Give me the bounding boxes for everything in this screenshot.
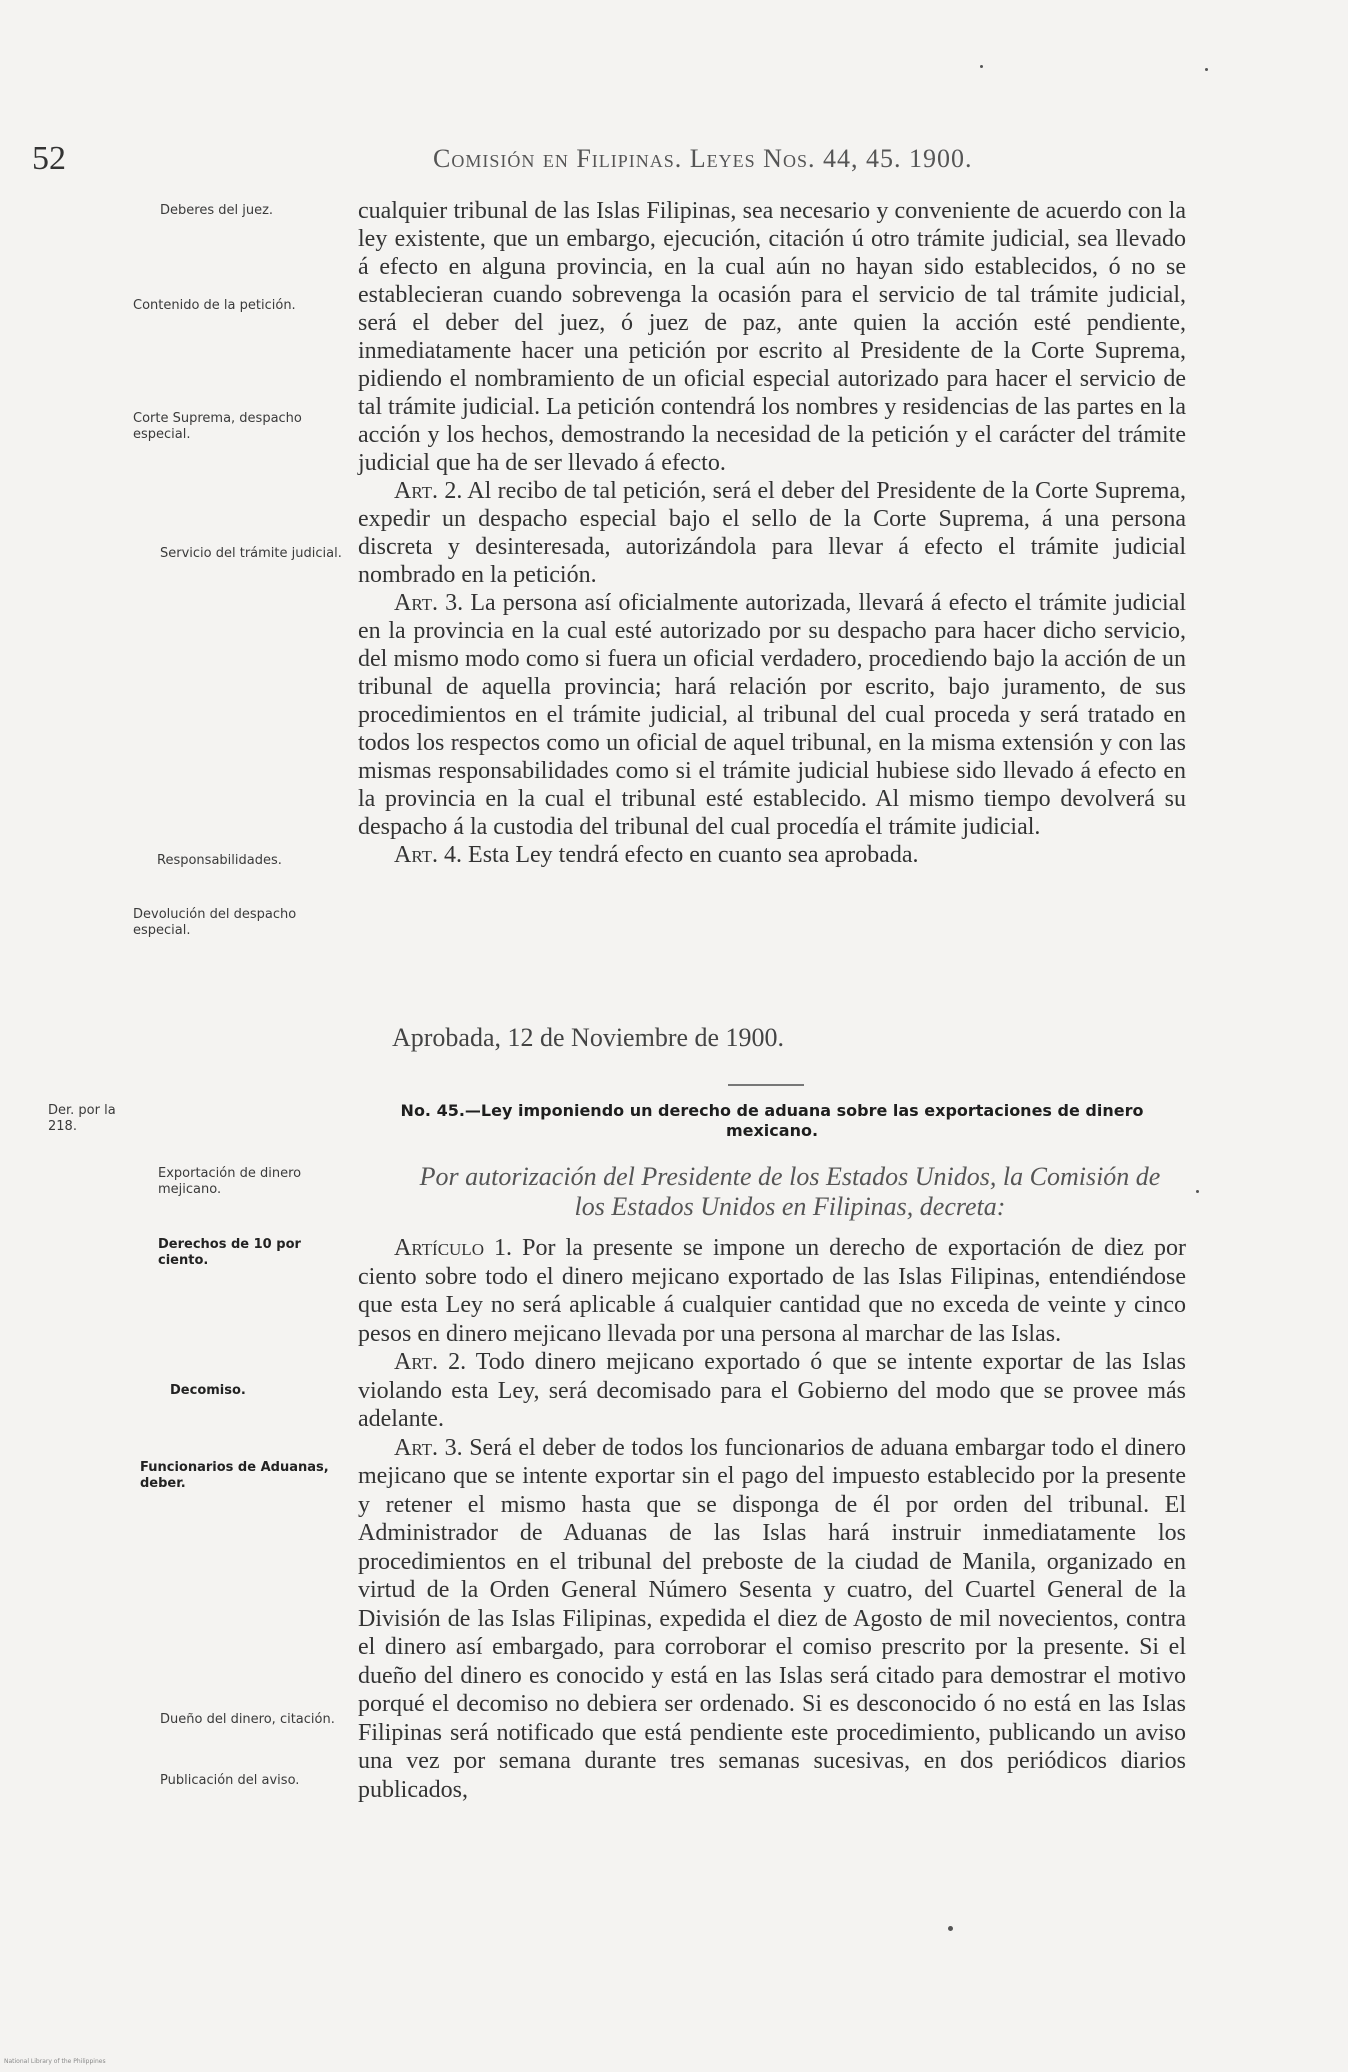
margin-note-dueno: Dueño del dinero, citación. <box>160 1712 335 1727</box>
law44-paragraph-1: cualquier tribunal de las Islas Filipinas, sea necesario y conveniente de acuerdo con la ley existente, que un embargo, ejecución, citación ú otro trámite judicial, sea llevado á efecto en alguna provincia, en la cual aún no hayan sido establecidos, ó no se establecieran cuando sobrevenga la ocasión para el servicio de tal trámite judicial, será el deber del juez, ó juez de paz, ante quien la acción esté pendiente, inmediatamente hacer una petición por escrito al Presidente de la Corte Suprema, pidiendo el nombramiento de un oficial especial autorizado para hacer el servicio de tal trámite judicial. La petición contendrá los nombres y residencias de las partes en la acción y los hechos, demostrando la necesidad de la petición y el carácter del trámite judicial que ha de ser llevado á efecto. <box>358 198 1186 476</box>
running-head: Comisión en Filipinas. Leyes Nos. 44, 45. 1900. <box>433 144 973 173</box>
margin-note-exportacion: Exportación de dinero mejicano. <box>158 1166 302 1197</box>
margin-note-responsabilidades: Responsabilidades. <box>157 853 282 868</box>
margin-note-decomiso: Decomiso. <box>170 1383 246 1398</box>
margin-note-servicio: Servicio del trámite judicial. <box>160 546 342 561</box>
approval-date: Aprobada, 12 de Noviembre de 1900. <box>392 1023 785 1052</box>
margin-note-devolucion: Devolución del despacho especial. <box>133 907 297 938</box>
law45-art1 <box>358 1234 1186 1348</box>
margin-note-corte: Corte Suprema, despacho especial. <box>133 411 302 442</box>
law44-art2 <box>358 477 1186 589</box>
art-label: Art. 4. <box>394 842 463 868</box>
margin-note-contenido: Contenido de la petición. <box>133 298 296 313</box>
scan-speck <box>948 1926 953 1931</box>
art-text: La persona así oficialmente autorizada, llevará á efecto el trámite judicial en la provincia en la cual esté autorizado por su despacho para hacer dicho servicio, del mismo modo como si fuera un oficial verdadero, procediendo bajo la acción de un tribunal de aquella provincia; hará relación por escrito, bajo juramento, de sus procedimientos en el trámite judicial, al tribunal del cual proceda y será tratado en todos los respectos como un oficial de aquel tribunal, en la misma extensión y con las mismas responsabilidades como si el trámite judicial hubiese sido llevado á efecto en la provincia en la cual el tribunal esté establecido. Al mismo tiempo devolverá su despacho á la custodia del tribunal del cual procedía el trámite judicial. <box>358 590 1186 840</box>
margin-note-der: Der. por la 218. <box>48 1103 116 1134</box>
law45-art2 <box>358 1348 1186 1434</box>
footer-credit: National Library of the Philippines <box>4 2058 106 2065</box>
page-number: 52 <box>32 140 66 177</box>
scan-speck <box>1196 1190 1199 1193</box>
scan-speck <box>980 65 983 68</box>
page-header <box>0 140 1348 180</box>
art-text: Será el deber de todos los funcionarios de aduana embargar todo el dinero mejicano que se intente exportar sin el pago del impuesto establecido por la presente y retener el mismo hasta que se disponga de él por orden del tribunal. El Administrador de Aduanas de las Islas hará instruir inmediatamente los procedimientos en el tribunal del preboste de la ciudad de Manila, organizado en virtud de la Orden General Número Sesenta y cuatro, del Cuartel General de la División de las Islas Filipinas, expedida el diez de Agosto de mil novecientos, contra el dinero así embargado, para corroborar el comiso prescrito por la presente. Si el dueño del dinero es conocido y está en las Islas será citado para demostrar el motivo porqué el decomiso no debiera ser ordenado. Si es desconocido ó no está en las Islas Filipinas será notificado que está pendiente este procedimiento, publicando un aviso una vez por semana durante tres semanas sucesivas, en dos periódicos diarios publicados, <box>358 1434 1186 1803</box>
art-text: Esta Ley tendrá efecto en cuanto sea aprobada. <box>468 842 919 868</box>
art-label: Art. 3. <box>394 590 464 616</box>
art-text: Al recibo de tal petición, será el deber del Presidente de la Corte Suprema, expedir un despacho especial bajo el sello de la Corte Suprema, á una persona discreta y desinteresada, autorizándola para llevar á efecto el trámite judicial nombrado en la petición. <box>358 478 1186 588</box>
law44-art3 <box>358 589 1186 841</box>
art-text: Todo dinero mejicano exportado ó que se intente exportar de las Islas violando esta Ley, será decomisado para el Gobierno del modo que se provee más adelante. <box>358 1349 1186 1432</box>
scan-speck <box>1205 68 1208 71</box>
art-label: Art. 3. <box>394 1434 463 1461</box>
margin-note-funcionarios: Funcionarios de Aduanas, deber. <box>140 1460 329 1491</box>
law45-body <box>358 1234 1186 1804</box>
margin-note-deberes: Deberes del juez. <box>160 203 274 218</box>
art-label: Artículo 1. <box>394 1235 513 1261</box>
law45-preamble: Por autorización del Presidente de los Estados Unidos, la Comisión de los Estados Unidos en Filipinas, decreta: <box>419 1162 1161 1221</box>
margin-note-publicacion: Publicación del aviso. <box>160 1773 300 1788</box>
section-divider <box>728 1084 804 1086</box>
law44-body <box>358 197 1186 869</box>
art-text: Por la presente se impone un derecho de exportación de diez por ciento sobre todo el dinero mejicano exportado de las Islas Filipinas, entendiéndose que esta Ley no será aplicable á cualquier cantidad que no exceda de veinte y cinco pesos en dinero mejicano llevada por una persona al marchar de las Islas. <box>358 1235 1186 1347</box>
margin-note-derechos: Derechos de 10 por ciento. <box>158 1237 301 1268</box>
law45-art3 <box>358 1434 1186 1805</box>
law45-title: No. 45.—Ley imponiendo un derecho de aduana sobre las exportaciones de dinero mexicano. <box>400 1101 1144 1140</box>
law44-art4 <box>358 841 1186 869</box>
art-label: Art. 2. <box>394 1349 467 1375</box>
art-label: Art. 2. <box>394 478 463 504</box>
